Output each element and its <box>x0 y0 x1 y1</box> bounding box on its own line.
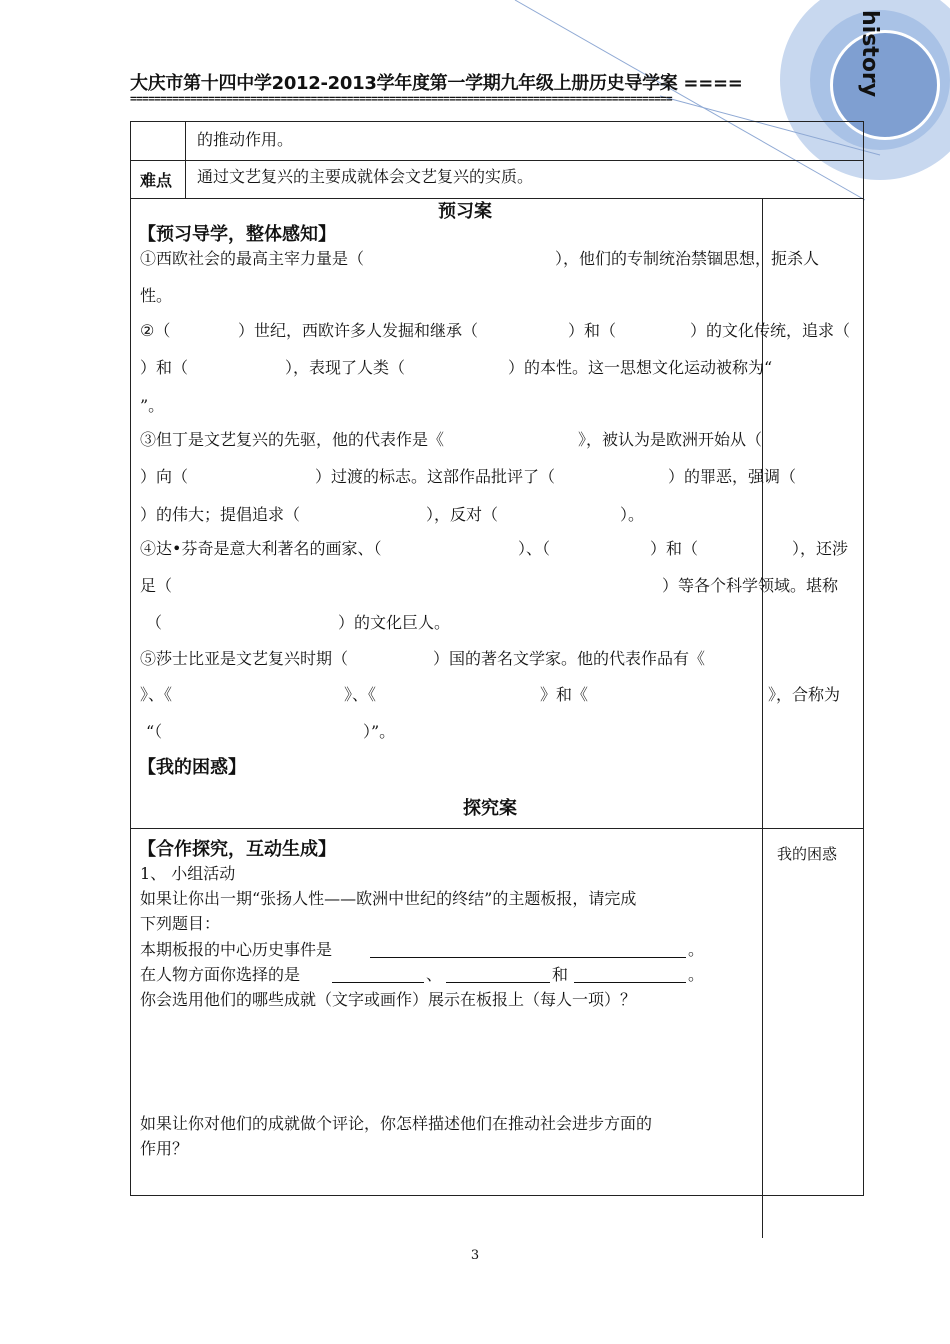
fill-line: 》和《 <box>540 685 589 704</box>
difficulty-text: 通过文艺复兴的主要成就体会文艺复兴的实质。 <box>197 167 534 186</box>
fill-line: ）等各个科学领域。堪称 <box>662 576 839 595</box>
page-number: 3 <box>470 1248 480 1263</box>
explore-section-heading: 【合作探究，互动生成】 <box>138 839 336 860</box>
history-logo-text: history <box>857 10 882 98</box>
answer-blank-person-3[interactable] <box>574 982 686 983</box>
fill-line: ）和（ <box>650 539 699 558</box>
fill-line: ）、（ <box>518 539 551 558</box>
difficulty-label: 难点 <box>140 171 173 190</box>
fill-line: ），还涉 <box>792 539 849 558</box>
fill-line: 》，被认为是欧洲开始从（ <box>578 430 763 449</box>
fill-line: ）的罪恶，强调（ <box>668 467 797 486</box>
fill-line: ）过渡的标志。这部作品批评了（ <box>315 467 556 486</box>
side-confusion-label: 我的困惑 <box>777 845 838 863</box>
question-text: 如果让你出一期“张扬人性——欧洲中世纪的终结”的主题板报，请完成 <box>140 889 637 908</box>
fill-line: ④达•芬奇是意大利著名的画家、（ <box>140 539 382 558</box>
fill-line: ”。 <box>140 396 165 415</box>
preview-title: 预习案 <box>438 201 492 222</box>
fill-line: 足（ <box>140 576 173 595</box>
fill-line: ），他们的专制统治禁锢思想，扼杀人 <box>555 249 820 268</box>
fill-line: 》，合称为 <box>768 685 841 704</box>
question-text: 。 <box>688 965 705 984</box>
answer-blank-person-2[interactable] <box>446 982 550 983</box>
fill-line: （ <box>146 613 163 632</box>
explore-title: 探究案 <box>463 798 517 819</box>
preview-section-heading: 【预习导学，整体感知】 <box>138 224 336 245</box>
question-text: 和 <box>552 965 569 984</box>
fill-line: ⑤莎士比亚是文艺复兴时期（ <box>140 649 349 668</box>
fill-line: ）的文化巨人。 <box>338 613 451 632</box>
fill-line: “（ <box>146 722 163 741</box>
fill-line: ）的伟大；提倡追求（ <box>140 505 301 524</box>
fill-line: ）。 <box>620 505 645 524</box>
question-text: 如果让你对他们的成就做个评论，你怎样描述他们在推动社会进步方面的 <box>140 1114 653 1133</box>
question-text: 下列题目： <box>140 914 221 933</box>
document-title: 大庆市第十四中学2012-2013学年度第一学期九年级上册历史导学案 ==== <box>130 73 743 94</box>
fill-line: ）国的著名文学家。他的代表作品有《 <box>433 649 706 668</box>
question-text: 在人物方面你选择的是 <box>140 965 301 984</box>
question-text: 本期板报的中心历史事件是 <box>140 940 333 959</box>
question-text: 作用？ <box>140 1139 189 1158</box>
fill-line: ）的文化传统，追求（ <box>690 321 851 340</box>
confusion-heading: 【我的困惑】 <box>138 757 246 778</box>
fill-line: 》、《 <box>344 685 377 704</box>
answer-blank-person-1[interactable] <box>332 982 424 983</box>
fill-line: ③但丁是文艺复兴的先驱，他的代表作是《 <box>140 430 445 449</box>
header-divider-equals: ========================================================================================== <box>130 93 673 105</box>
fill-line: ）世纪，西欧许多人发掘和继承（ <box>238 321 479 340</box>
fill-line: ），反对（ <box>426 505 499 524</box>
fill-line: 》、《 <box>140 685 173 704</box>
objective-continuation-text: 的推动作用。 <box>197 130 294 149</box>
question-text: 。 <box>688 940 705 959</box>
fill-line: ①西欧社会的最高主宰力量是（ <box>140 249 365 268</box>
fill-line: ②（ <box>140 321 171 340</box>
question-text: 你会选用他们的哪些成就（文字或画作）展示在板报上（每人一项）？ <box>140 990 637 1009</box>
fill-line: ）向（ <box>140 467 189 486</box>
fill-line: ）和（ <box>140 358 189 377</box>
fill-line: ）”。 <box>363 722 396 741</box>
fill-line: 性。 <box>140 286 173 305</box>
fill-line: ）和（ <box>568 321 617 340</box>
question-text: 、 <box>426 965 443 984</box>
fill-line: ）的本性。这一思想文化运动被称为“ <box>508 358 773 377</box>
activity-title: 1、 小组活动 <box>140 864 236 883</box>
fill-line: ），表现了人类（ <box>285 358 406 377</box>
answer-blank-event[interactable] <box>370 957 686 958</box>
